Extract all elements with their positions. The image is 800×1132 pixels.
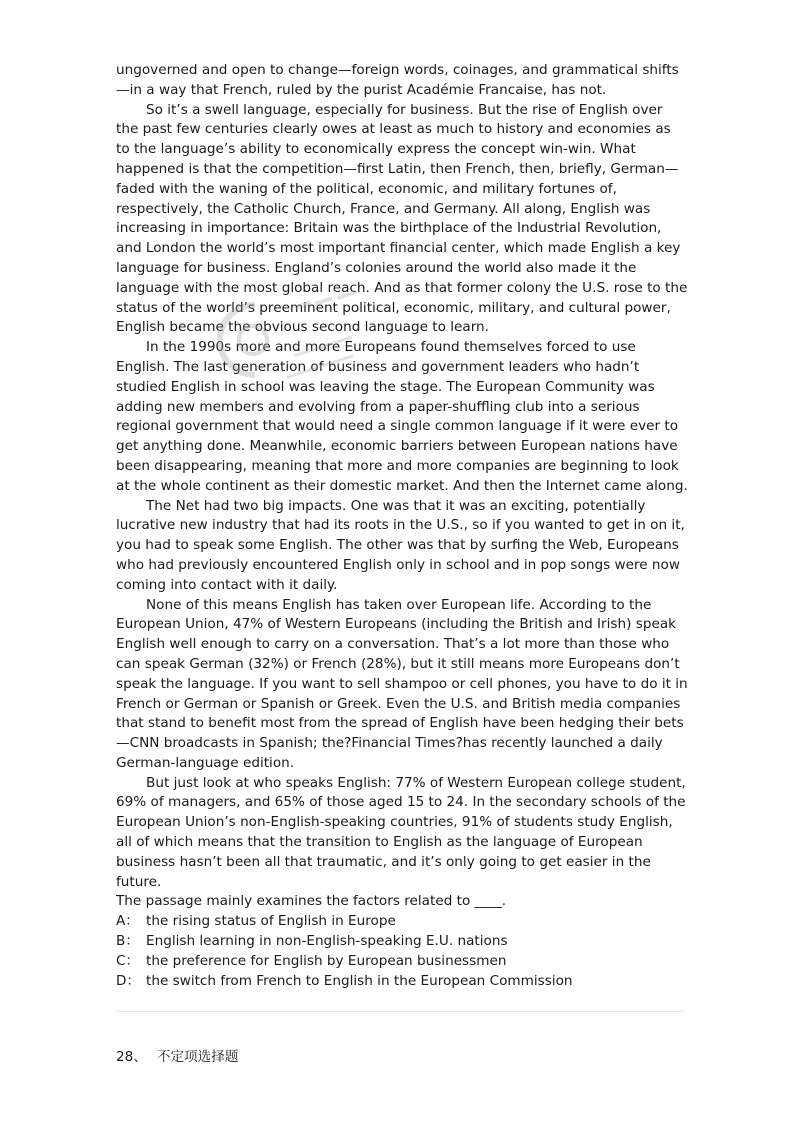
- option-c-text: the preference for English by European businessmen: [146, 952, 507, 969]
- passage-paragraph-2: So it’s a swell language, especially for business. But the rise of English over the past few centuries clearly owes at least as much to history and economies as to the language’s ability to economically express the concept win-win. What happened is that the competition—first Latin, then French, then, briefly, German—faded with the waning of the political, economic, and military fortunes of, respectively, the Catholic Church, France, and Germany. All along, English was increasing in importance: Britain was the birthplace of the Industrial Revolution, and London the world’s most important financial center, which made English a key language for business. England’s colonies around the world also made it the language with the most global reach. And as that former colony the U.S. rose to the status of the world’s preeminent political, economic, military, and cultural power, English became the obvious second language to learn.: [116, 101, 688, 336]
- section-divider: [116, 1011, 684, 1012]
- passage-block: [116, 61, 688, 991]
- option-d-letter: D：: [116, 972, 141, 989]
- question-footer: [116, 1047, 238, 1067]
- option-d-text: the switch from French to English in the European Commission: [146, 972, 573, 989]
- question-number: 28、: [116, 1049, 147, 1065]
- passage-paragraph-6: But just look at who speaks English: 77% of Western European college student, 69% of managers, and 65% of those aged 15 to 24. In the secondary schools of the European Union’s non-English-speaking countries, 91% of students study English, all of which means that the transition to English as the language of European business hasn’t been all that traumatic, and it’s only going to get easier in the future.: [116, 774, 686, 890]
- option-c-letter: C：: [116, 952, 140, 969]
- passage-paragraph-5: None of this means English has taken over European life. According to the European Union, 47% of Western Europeans (including the British and Irish) speak English well enough to carry on a conversation. That’s a lot more than those who can speak German (32%) or French (28%), but it still means more Europeans don’t speak the language. If you want to sell shampoo or cell phones, you have to do it in French or German or Spanish or Greek. Even the U.S. and British media companies that stand to benefit most from the spread of English have been hedging their bets—CNN broadcasts in Spanish; the?Financial Times?has recently launched a daily German-language edition.: [116, 596, 688, 771]
- option-d[interactable]: [116, 972, 688, 992]
- option-c[interactable]: [116, 952, 688, 972]
- option-b[interactable]: [116, 932, 688, 952]
- option-a-text: the rising status of English in Europe: [146, 913, 396, 930]
- option-a[interactable]: [116, 912, 688, 932]
- option-b-letter: B：: [116, 933, 139, 950]
- question-type: 不定项选择题: [156, 1049, 239, 1065]
- passage-paragraph-4: The Net had two big impacts. One was that it was an exciting, potentially lucrative new industry that had its roots in the U.S., so if you wanted to get in on it, you had to speak some English. The other was that by surfing the Web, Europeans who had previously encountered English only in school and in pop songs were now coming into contact with it daily.: [116, 497, 685, 593]
- answer-options: [116, 912, 688, 991]
- passage-paragraph-3: In the 1990s more and more Europeans found themselves forced to use English. The last generation of business and government leaders who hadn’t studied English in school was leaving the stage. The European Community was adding new members and evolving from a paper-shuffling club into a serious regional government that would need a single common language if it were ever to get anything done. Meanwhile, economic barriers between European nations have been disappearing, meaning that more and more companies are beginning to look at the whole continent as their domestic market. And then the Internet came along.: [116, 339, 688, 494]
- question-stem: The passage mainly examines the factors related to ____.: [116, 893, 507, 910]
- option-b-text: English learning in non-English-speaking E.U. nations: [146, 933, 508, 950]
- passage-paragraph-1: ungoverned and open to change—foreign words, coinages, and grammatical shifts—in a way that French, ruled by the purist Académie Francaise, has not.: [116, 62, 679, 98]
- option-a-letter: A：: [116, 913, 139, 930]
